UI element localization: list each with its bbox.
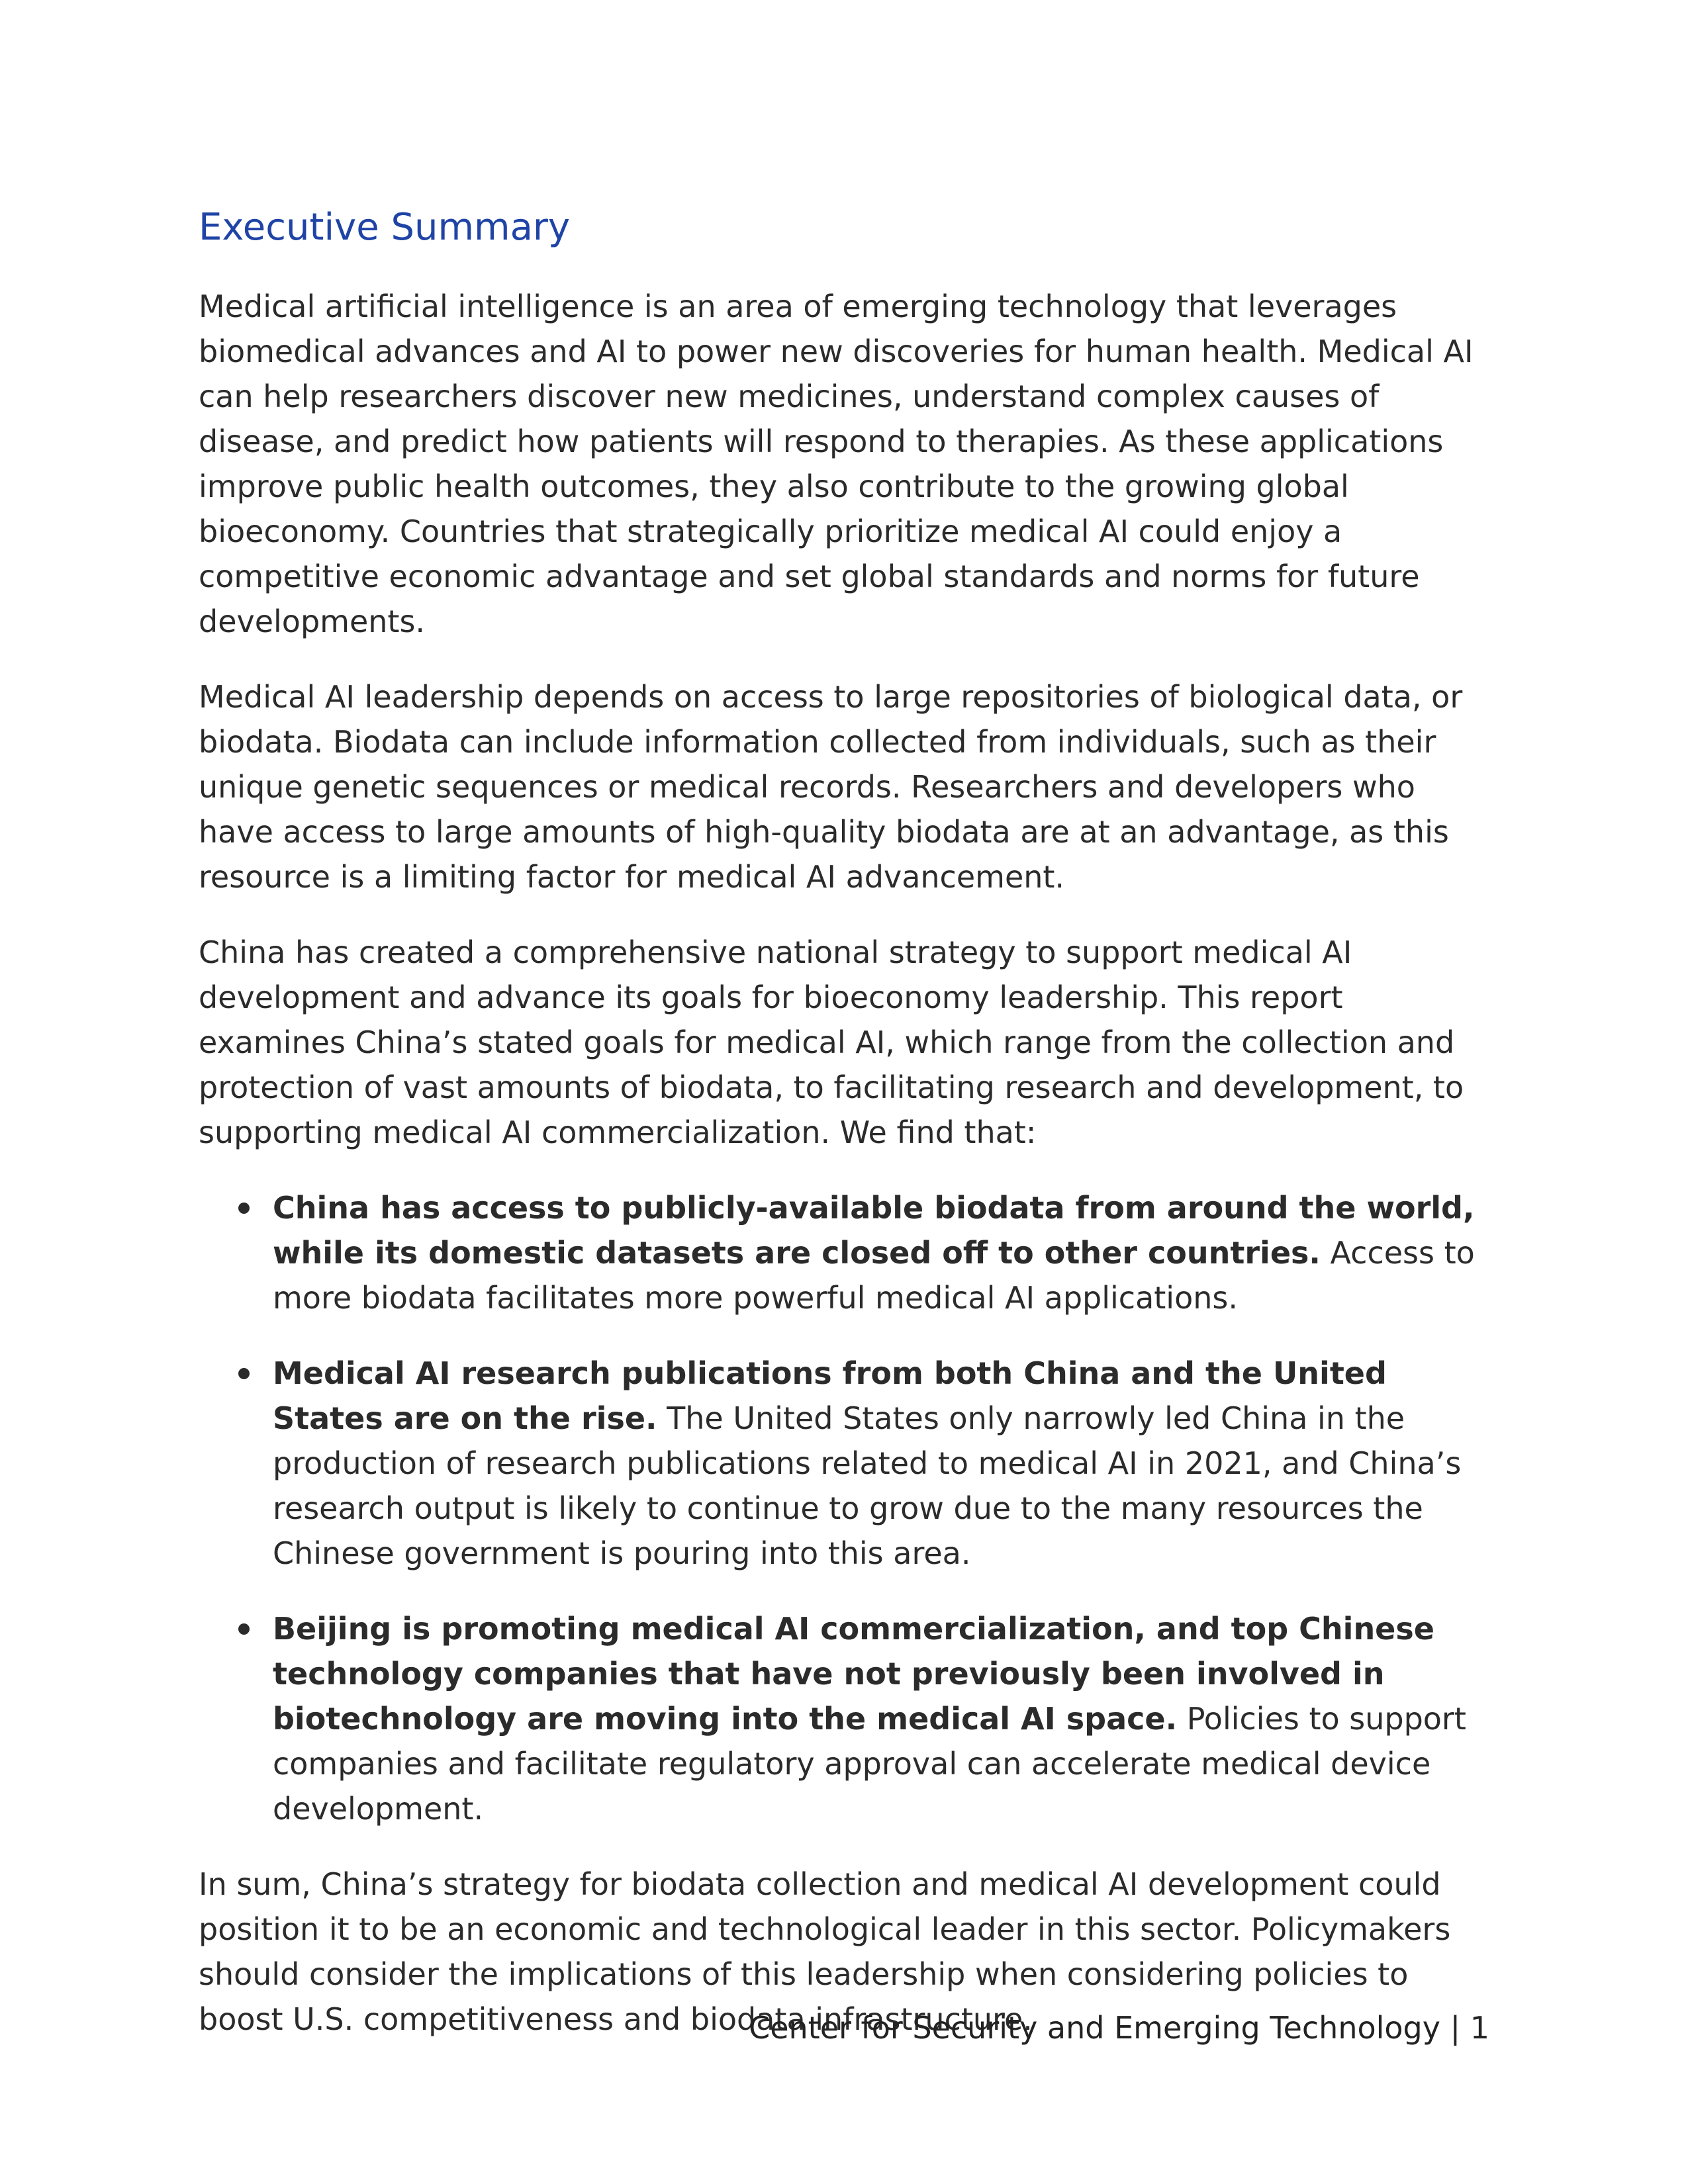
page-content [199,205,1489,2072]
paragraph-intro: Medical artificial intelligence is an area of emerging technology that leverages biomedical advances and AI to power new discoveries for human health. Medical AI can help researchers discover new medicines, understand complex causes of disease, and predict how patients will respond to therapies. As these applications improve public health outcomes, they also contribute to the growing global bioeconomy. Countries that strategically prioritize medical AI could enjoy a competitive economic advantage and set global standards and norms for future developments. [199,289,1474,640]
list-item [199,1606,1489,1831]
bullet-icon [238,1368,250,1379]
finding-headline: Medical AI research publications from both China and the United States are on the rise. [273,1355,1387,1437]
finding-detail: Access to more biodata facilitates more powerful medical AI applications. [273,1235,1475,1316]
page-title: Executive Summary [199,206,571,249]
paragraph-strategy: China has created a comprehensive national strategy to support medical AI development and advance its goals for bioeconomy leadership. This report examines China’s stated goals for medical AI, which range from the collection and protection of vast amounts of biodata, to facilitating research and development, to supporting medical AI commercialization. We find that: [199,934,1464,1151]
paragraph-closing: In sum, China’s strategy for biodata collection and medical AI development could position it to be an economic and technological leader in this sector. Policymakers should consider the implications of this leadership when considering policies to boost U.S. competitiveness and biodata infrastructure. [199,1866,1451,2038]
list-item [199,1351,1489,1576]
bullet-icon [238,1203,250,1214]
finding-headline: China has access to publicly-available biodata from around the world, while its domestic datasets are closed off to other countries. [273,1190,1475,1271]
finding-detail: The United States only narrowly led China in the production of research publications related to medical AI in 2021, and China’s research output is likely to continue to grow due to the many resources the Chinese government is pouring into this area. [273,1400,1462,1572]
list-item [199,1185,1489,1320]
finding-headline: Beijing is promoting medical AI commercialization, and top Chinese technology companies that have not previously been involved in biotechnology are moving into the medical AI space. [273,1611,1434,1737]
finding-detail: Policies to support companies and facilitate regulatory approval can accelerate medical device development. [273,1701,1466,1827]
page-footer: Center for Security and Emerging Technology | 1 [749,2010,1489,2046]
bullet-icon [238,1623,250,1635]
findings-list [199,1185,1489,1831]
paragraph-biodata: Medical AI leadership depends on access to large repositories of biological data, or biodata. Biodata can include information collected from individuals, such as their unique genetic sequences or medical records. Researchers and developers who have access to large amounts of high-quality biodata are at an advantage, as this resource is a limiting factor for medical AI advancement. [199,679,1463,895]
